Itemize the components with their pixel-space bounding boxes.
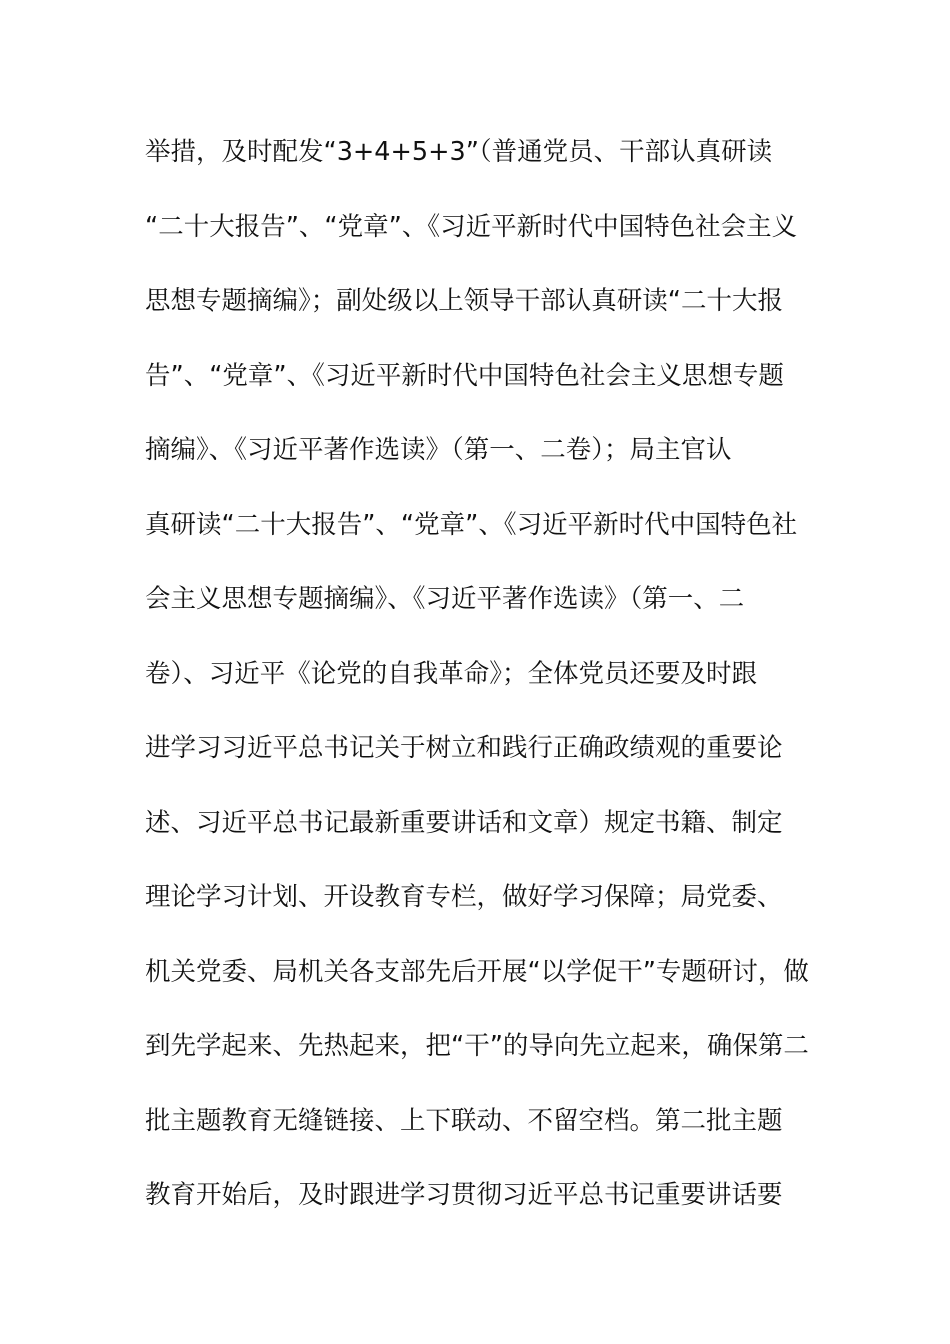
text-line: 理论学习计划、开设教育专栏，做好学习保障；局党委、 xyxy=(145,882,783,912)
text-line: 举措，及时配发“3+4+5+3”（普通党员、干部认真研读 xyxy=(145,137,773,167)
text-line: 思想专题摘编》；副处级以上领导干部认真研读“二十大报 xyxy=(145,286,783,316)
text-line: 进学习习近平总书记关于树立和践行正确政绩观的重要论 xyxy=(145,733,783,763)
text-line: 机关党委、局机关各支部先后开展“以学促干”专题研讨，做 xyxy=(145,956,809,987)
text-line: 批主题教育无缝链接、上下联动、不留空档。第二批主题 xyxy=(145,1105,783,1136)
text-line: 述、习近平总书记最新重要讲话和文章）规定书籍、制定 xyxy=(145,807,783,838)
text-line: 会主义思想专题摘编》、《习近平著作选读》（第一、二 xyxy=(145,584,745,614)
body-paragraph xyxy=(145,127,815,1245)
text-line: 告”、“党章”、《习近平新时代中国特色社会主义思想专题 xyxy=(145,360,784,391)
text-line: 卷）、习近平《论党的自我革命》；全体党员还要及时跟 xyxy=(145,658,758,689)
text-line: 摘编》、《习近平著作选读》（第一、二卷）；局主官认 xyxy=(145,435,732,465)
text-line: “二十大报告”、“党章”、《习近平新时代中国特色社会主义 xyxy=(145,211,798,242)
text-line: 真研读“二十大报告”、“党章”、《习近平新时代中国特色社 xyxy=(145,509,798,540)
text-line: 教育开始后，及时跟进学习贯彻习近平总书记重要讲话要 xyxy=(145,1180,783,1210)
text-line: 到先学起来、先热起来，把“干”的导向先立起来，确保第二 xyxy=(145,1031,809,1061)
